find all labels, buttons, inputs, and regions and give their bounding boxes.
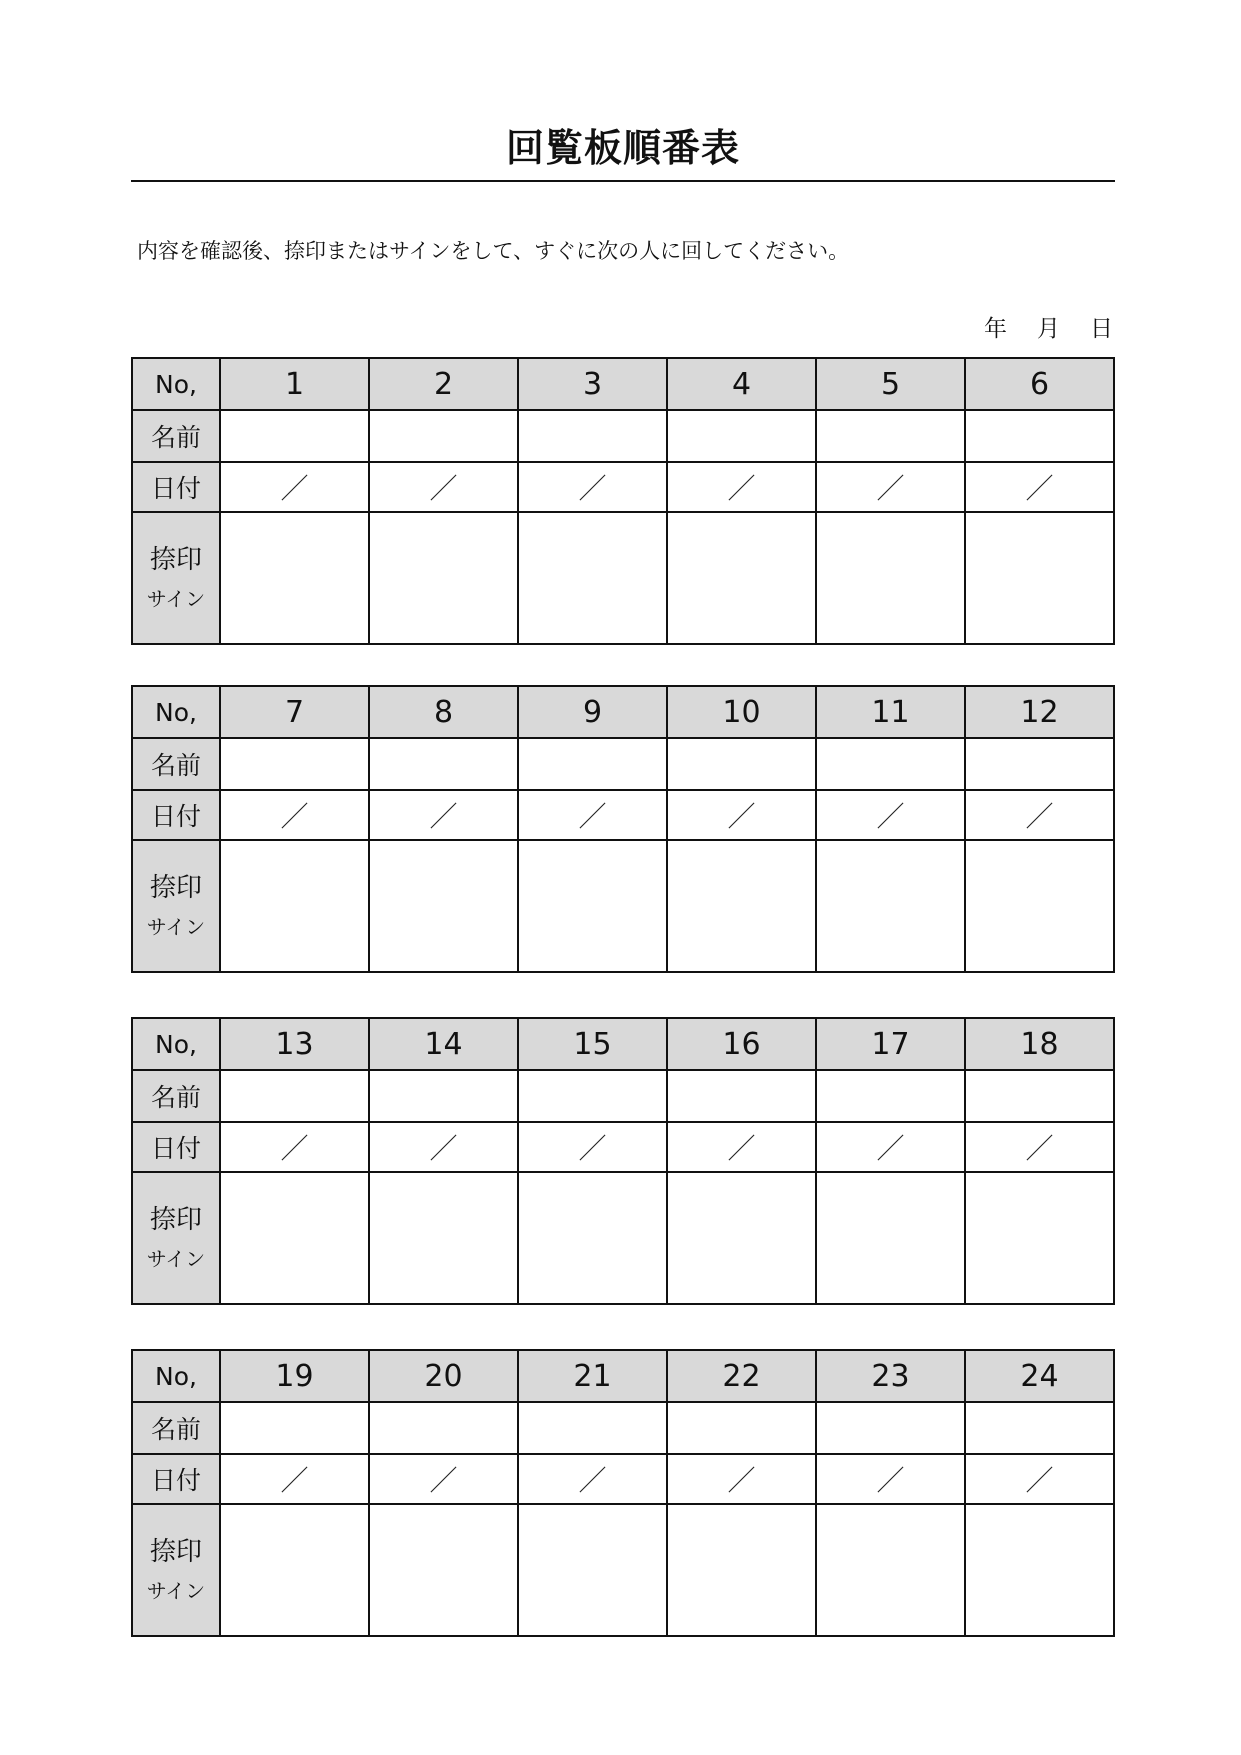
seal-entry-cell[interactable] xyxy=(667,512,816,644)
order-number-cell: 8 xyxy=(369,686,518,738)
name-entry-cell[interactable] xyxy=(816,1070,965,1122)
name-entry-cell[interactable] xyxy=(220,1402,369,1454)
seal-entry-cell[interactable] xyxy=(667,1172,816,1304)
date-entry-cell[interactable] xyxy=(667,462,816,512)
name-entry-cell[interactable] xyxy=(220,1070,369,1122)
seal-entry-cell[interactable] xyxy=(369,1504,518,1636)
name-entry-cell[interactable] xyxy=(518,410,667,462)
seal-entry-cell[interactable] xyxy=(965,840,1114,972)
seal-entry-cell[interactable] xyxy=(965,512,1114,644)
seal-entry-cell[interactable] xyxy=(816,1172,965,1304)
order-number-cell: 13 xyxy=(220,1018,369,1070)
seal-label xyxy=(132,1172,220,1304)
order-number-cell: 20 xyxy=(369,1350,518,1402)
seal-label-main: 捺印 xyxy=(149,873,202,904)
order-number-cell: 15 xyxy=(518,1018,667,1070)
date-separator: ／ xyxy=(280,1464,309,1497)
seal-entry-cell[interactable] xyxy=(220,1172,369,1304)
date-entry-cell[interactable] xyxy=(965,790,1114,840)
seal-entry-cell[interactable] xyxy=(369,512,518,644)
date-separator: ／ xyxy=(578,1464,607,1497)
date-separator: ／ xyxy=(578,1132,607,1165)
date-separator: ／ xyxy=(578,472,607,505)
order-number-cell: 5 xyxy=(816,358,965,410)
order-number-cell: 3 xyxy=(518,358,667,410)
date-entry-cell[interactable] xyxy=(369,1454,518,1504)
name-entry-cell[interactable] xyxy=(667,410,816,462)
name-label: 名前 xyxy=(132,1070,220,1122)
date-separator: ／ xyxy=(727,1464,756,1497)
date-entry-cell[interactable] xyxy=(816,790,965,840)
name-entry-cell[interactable] xyxy=(369,410,518,462)
date-entry-cell[interactable] xyxy=(369,462,518,512)
order-number-cell: 21 xyxy=(518,1350,667,1402)
name-entry-cell[interactable] xyxy=(220,410,369,462)
no-label: No, xyxy=(132,1350,220,1402)
seal-entry-cell[interactable] xyxy=(220,840,369,972)
date-entry-cell[interactable] xyxy=(518,790,667,840)
order-number-cell: 18 xyxy=(965,1018,1114,1070)
seal-label xyxy=(132,840,220,972)
circulation-table-4 xyxy=(131,1349,1115,1637)
seal-label xyxy=(132,1504,220,1636)
name-entry-cell[interactable] xyxy=(518,738,667,790)
seal-entry-cell[interactable] xyxy=(667,1504,816,1636)
seal-entry-cell[interactable] xyxy=(816,512,965,644)
seal-entry-cell[interactable] xyxy=(518,512,667,644)
seal-entry-cell[interactable] xyxy=(369,840,518,972)
circulation-table-1 xyxy=(131,357,1115,645)
name-entry-cell[interactable] xyxy=(518,1070,667,1122)
date-label: 日付 xyxy=(132,790,220,840)
seal-label-sub: サイン xyxy=(146,586,206,611)
order-number-cell: 17 xyxy=(816,1018,965,1070)
name-entry-cell[interactable] xyxy=(816,1402,965,1454)
date-entry-cell[interactable] xyxy=(667,1454,816,1504)
date-month-label: 月 xyxy=(1037,316,1060,342)
date-entry-cell[interactable] xyxy=(518,462,667,512)
seal-label-sub: サイン xyxy=(146,1246,206,1271)
date-entry-cell[interactable] xyxy=(816,1122,965,1172)
date-day-label: 日 xyxy=(1090,316,1113,342)
order-number-cell: 19 xyxy=(220,1350,369,1402)
date-separator: ／ xyxy=(727,472,756,505)
date-separator: ／ xyxy=(429,1132,458,1165)
name-entry-cell[interactable] xyxy=(518,1402,667,1454)
seal-entry-cell[interactable] xyxy=(518,840,667,972)
order-number-cell: 1 xyxy=(220,358,369,410)
date-entry-cell[interactable] xyxy=(220,790,369,840)
seal-label-main: 捺印 xyxy=(149,1205,202,1236)
seal-label xyxy=(132,512,220,644)
name-entry-cell[interactable] xyxy=(369,1402,518,1454)
date-entry-cell[interactable] xyxy=(220,1122,369,1172)
date-entry-cell[interactable] xyxy=(816,1454,965,1504)
order-number-cell: 14 xyxy=(369,1018,518,1070)
order-number-cell: 6 xyxy=(965,358,1114,410)
name-entry-cell[interactable] xyxy=(965,1070,1114,1122)
name-entry-cell[interactable] xyxy=(369,738,518,790)
seal-entry-cell[interactable] xyxy=(965,1504,1114,1636)
date-label: 日付 xyxy=(132,1454,220,1504)
date-entry-cell[interactable] xyxy=(965,462,1114,512)
date-entry-cell[interactable] xyxy=(965,1122,1114,1172)
date-label: 日付 xyxy=(132,462,220,512)
date-separator: ／ xyxy=(280,472,309,505)
page-title: 回覧板順番表 xyxy=(505,126,740,170)
date-line xyxy=(954,312,1113,346)
order-number-cell: 24 xyxy=(965,1350,1114,1402)
order-number-cell: 10 xyxy=(667,686,816,738)
name-entry-cell[interactable] xyxy=(816,410,965,462)
date-separator: ／ xyxy=(280,1132,309,1165)
name-entry-cell[interactable] xyxy=(965,738,1114,790)
seal-label-sub: サイン xyxy=(146,914,206,939)
date-separator: ／ xyxy=(1025,472,1054,505)
date-separator: ／ xyxy=(429,472,458,505)
date-year-label: 年 xyxy=(984,316,1007,342)
date-entry-cell[interactable] xyxy=(369,1122,518,1172)
seal-entry-cell[interactable] xyxy=(518,1172,667,1304)
order-number-cell: 4 xyxy=(667,358,816,410)
date-separator: ／ xyxy=(1025,800,1054,833)
no-label: No, xyxy=(132,1018,220,1070)
date-entry-cell[interactable] xyxy=(965,1454,1114,1504)
date-separator: ／ xyxy=(1025,1464,1054,1497)
name-entry-cell[interactable] xyxy=(965,1402,1114,1454)
order-number-cell: 23 xyxy=(816,1350,965,1402)
order-number-cell: 7 xyxy=(220,686,369,738)
seal-entry-cell[interactable] xyxy=(220,512,369,644)
title-underline xyxy=(131,180,1115,182)
date-entry-cell[interactable] xyxy=(369,790,518,840)
date-entry-cell[interactable] xyxy=(220,1454,369,1504)
name-entry-cell[interactable] xyxy=(965,410,1114,462)
seal-label-main: 捺印 xyxy=(149,545,202,576)
instruction-text: 内容を確認後、捺印またはサインをして、すぐに次の人に回してください。 xyxy=(137,239,850,263)
seal-label-main: 捺印 xyxy=(149,1537,202,1568)
order-number-cell: 22 xyxy=(667,1350,816,1402)
date-separator: ／ xyxy=(876,800,905,833)
name-entry-cell[interactable] xyxy=(220,738,369,790)
name-entry-cell[interactable] xyxy=(667,1070,816,1122)
date-separator: ／ xyxy=(727,1132,756,1165)
seal-entry-cell[interactable] xyxy=(965,1172,1114,1304)
date-separator: ／ xyxy=(876,1464,905,1497)
order-number-cell: 12 xyxy=(965,686,1114,738)
name-entry-cell[interactable] xyxy=(369,1070,518,1122)
seal-entry-cell[interactable] xyxy=(667,840,816,972)
date-separator: ／ xyxy=(1025,1132,1054,1165)
seal-entry-cell[interactable] xyxy=(369,1172,518,1304)
date-entry-cell[interactable] xyxy=(816,462,965,512)
date-separator: ／ xyxy=(876,1132,905,1165)
order-number-cell: 9 xyxy=(518,686,667,738)
date-separator: ／ xyxy=(429,800,458,833)
name-label: 名前 xyxy=(132,738,220,790)
date-entry-cell[interactable] xyxy=(667,1122,816,1172)
date-entry-cell[interactable] xyxy=(518,1122,667,1172)
date-entry-cell[interactable] xyxy=(667,790,816,840)
name-entry-cell[interactable] xyxy=(667,1402,816,1454)
no-label: No, xyxy=(132,358,220,410)
seal-label-sub: サイン xyxy=(146,1578,206,1603)
name-label: 名前 xyxy=(132,410,220,462)
name-entry-cell[interactable] xyxy=(816,738,965,790)
seal-entry-cell[interactable] xyxy=(816,1504,965,1636)
no-label: No, xyxy=(132,686,220,738)
date-entry-cell[interactable] xyxy=(220,462,369,512)
date-separator: ／ xyxy=(876,472,905,505)
date-separator: ／ xyxy=(727,800,756,833)
date-separator: ／ xyxy=(280,800,309,833)
seal-entry-cell[interactable] xyxy=(816,840,965,972)
name-entry-cell[interactable] xyxy=(667,738,816,790)
circulation-table-2 xyxy=(131,685,1115,973)
order-number-cell: 11 xyxy=(816,686,965,738)
date-label: 日付 xyxy=(132,1122,220,1172)
circulation-table-3 xyxy=(131,1017,1115,1305)
name-label: 名前 xyxy=(132,1402,220,1454)
date-separator: ／ xyxy=(578,800,607,833)
date-separator: ／ xyxy=(429,1464,458,1497)
date-entry-cell[interactable] xyxy=(518,1454,667,1504)
order-number-cell: 16 xyxy=(667,1018,816,1070)
order-number-cell: 2 xyxy=(369,358,518,410)
seal-entry-cell[interactable] xyxy=(220,1504,369,1636)
seal-entry-cell[interactable] xyxy=(518,1504,667,1636)
